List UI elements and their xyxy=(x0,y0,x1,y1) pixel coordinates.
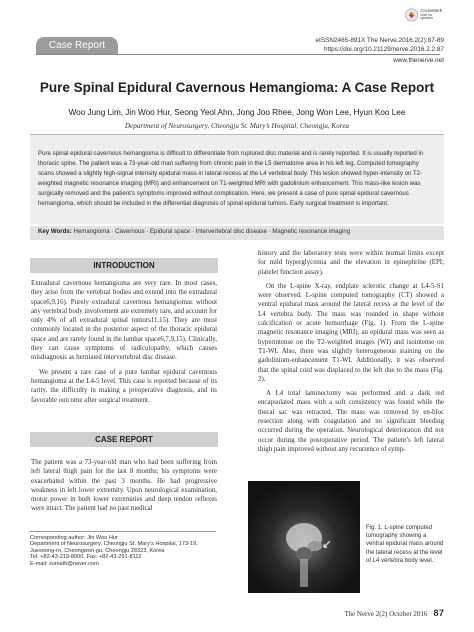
figure-ct-scan xyxy=(248,481,360,593)
affiliation: Department of Neurosurgery, Cheongju St. Mary’s Hospital, Cheongju, Korea xyxy=(124,122,350,130)
corresponding-address: Department of Neurosurgery, Cheongju St. Mary’s Hospital, 173-19, Jueseong-ro, Cheongwon-gu, Cheongju 28323, Korea xyxy=(30,541,198,554)
abstract xyxy=(30,134,444,224)
figure-caption: Fig. 1. L-spine computed tomography showing a ventral epidural mass around the lateral recess at the level of L4 vertebra body level. xyxy=(366,525,444,564)
introduction-body xyxy=(31,279,217,410)
journal-meta xyxy=(316,36,445,54)
paragraph: We present a rare case of a pure lumbar epidural cavernous hemangioma at the L4-5 level. This case is reported because of its rarity, the difficulty in making a preoperative diagnosis, and its favorable outcome after surgical treatment. xyxy=(31,368,217,404)
header-divider xyxy=(36,54,440,55)
crossmark-icon xyxy=(405,8,418,22)
case-report-heading-text: CASE REPORT xyxy=(95,435,153,444)
paragraph: On the L-spine X-ray, endplate sclerotic change at L4-5-S1 were observed. L-spine computed tomography (CT) showed a ventral epidural mass around the lateral recess at the level of the L4 vertebra body. The mass was rounded in shape without calcification or acute hemorrhage (Fig. 1). From the L-spine magnetic resonance imaging (MRI), an epidural mass was seen as hyperintense on the T2-weighted images (WI) and isointense on T1-WI. Also, there was slightly heterogeneous staining on the gadolinium-enhancement T1-WI. Additionally, it was observed that the spinal cord was displaced to the left due to the mass (Fig. 2). xyxy=(258,282,444,383)
keywords-list: Hemangioma · Cavernous · Epidural space · Intervertebral disc disease · Magnetic resonance imaging xyxy=(73,228,351,235)
keywords-label: Key Words: xyxy=(38,228,72,235)
corresponding-author: Corresponding author: Jin Woo Hur xyxy=(30,535,118,541)
article-title: Pure Spinal Epidural Cavernous Hemangioma: A Case Report xyxy=(39,80,435,95)
corresponding-email[interactable]: E-mail: somath@naver.com xyxy=(30,560,99,567)
abstract-text: Pure spinal epidural cavernous hemangioma is difficult to differentiate from ruptured disc material and is rarely reported. It is usually reported in thoracic spine. The patient was a 73-year-old man suffering from chronic pain in the L5 dermatome area in his left leg. Computed tomography scans showed a slightly high-signal intensity epidural mass in lateral recess at the L4 vertebral body. This lesion showed hyper-intensity on T2-weighted magnetic resonance imaging (MRI) and enhancement on T1-weighted MRI with gadolinium enhancement. This mass-like lesion was surgically removed and the patient’s symptoms improved without complication. Here, we present a case of pure spinal epidural cavernous hemangioma, which should be included in the differential diagnosis of spinal epidural tumors. Early surgical treatment is important. xyxy=(38,150,424,207)
paragraph: A L4 total laminectomy was performed and a dark red encapsulated mass with a soft consistency was found while the thecal sac was retracted. The mass was removed by en-bloc resection along with coagulation and no significant bleeding occurred during the operation. Neurological deterioration did not occur during the postoperative period. The patient’s left lateral thigh pain improved without any recurrence of symp- xyxy=(258,390,444,453)
paragraph: history and the laboratory tests were within normal limits except for mild hyperglycemia and the elevation in epinephrine (EPI; platelet function assay). xyxy=(258,250,444,276)
crossmark-label: CrossMark xyxy=(420,8,443,14)
page-number: 87 xyxy=(433,608,444,619)
section-heading-introduction xyxy=(30,258,218,273)
section-tab-label: Case Report xyxy=(48,40,106,51)
section-heading-case-report xyxy=(30,432,218,447)
paragraph: The patient was a 73-year-old man who had been suffering from left lateral thigh pain for the last 8 months; his symptoms were exacerbated within the past 3 months. He had progressive weakness in left lower extremity. Upon neurological examination, motor power in both lower extremities and deep tendon reflexes were intact. The patient had no past medical xyxy=(31,459,217,513)
keywords xyxy=(30,226,444,240)
section-tab xyxy=(36,37,118,54)
crossmark-sublabel: click for updates xyxy=(420,12,434,21)
crossmark-badge[interactable] xyxy=(405,7,445,23)
doi-link[interactable]: https://doi.org/10.21129/nerve.2016.2.2.87 xyxy=(324,46,444,53)
epidural-mass-shape xyxy=(308,541,322,551)
issn-line: eISSN2465-891X The Nerve.2016.2(2):87-89 xyxy=(315,37,444,44)
spinous-process-shape xyxy=(300,559,308,587)
introduction-heading-text: INTRODUCTION xyxy=(93,261,155,270)
case-report-body xyxy=(31,458,217,519)
journal-site-link[interactable]: www.thenerve.net xyxy=(393,57,444,64)
right-column-body xyxy=(258,249,444,459)
author-list: Woo Jung Lim, Jin Woo Hur, Seong Yeol Ahn, Jong Joo Rhee, Jong Won Lee, Hyun Koo Lee xyxy=(68,108,406,117)
arrow-icon: ↙ xyxy=(322,537,333,551)
paragraph: Extradural cavernous hemangioma are very rare. In most cases, they arise from the vertebral bodies and extend into the extradural space6,9,16). Purely extradural cavernous hemangiomas without any vertebral body involvement are extremely rare, and account for only 4% of all extradural spinal tumors11,15). They are most commonly located in the posterior aspect of the thoracic epidural space and are rarely found in the lumbar space6,7,9,15). Clinically, they can cause symptoms of radiculopathy, which causes misdiagnosis as herniated intervertebral disc disease. xyxy=(31,280,217,362)
corresponding-phone: Tel: +82-43-219-8000, Fax: +82-43-291-8112 xyxy=(30,554,142,561)
correspondence-block xyxy=(30,531,216,567)
footer-journal: The Nerve 2(2) October 2016 xyxy=(344,610,428,618)
page-footer xyxy=(344,608,444,619)
